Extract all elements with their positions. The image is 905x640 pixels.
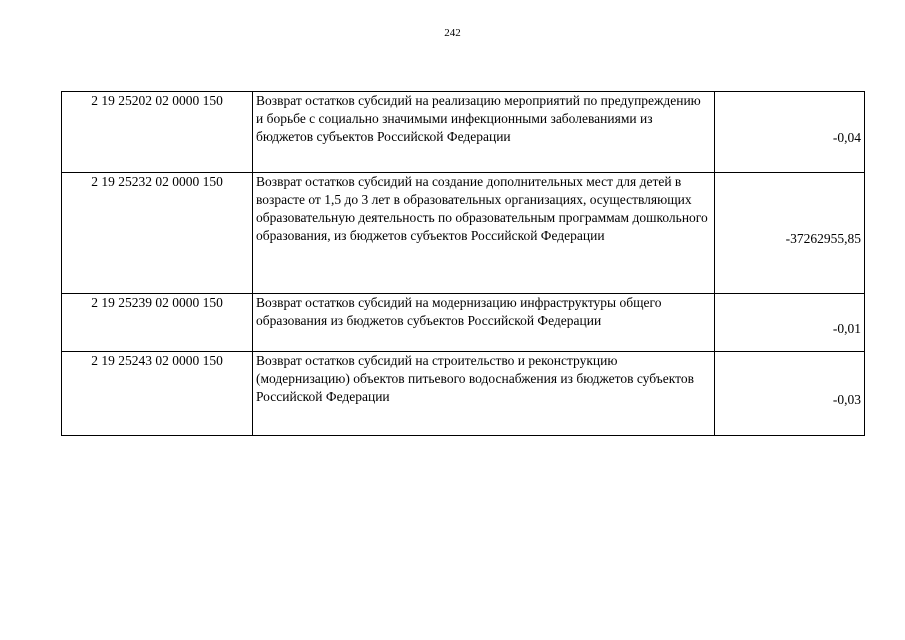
table-row: [62, 173, 865, 294]
description-cell: Возврат остатков субсидий на модернизацию инфраструктуры общего образования из бюджетов субъектов Российской Федерации: [253, 294, 715, 352]
budget-code-cell: 2 19 25232 02 0000 150: [62, 173, 253, 294]
amount-value: -0,03: [832, 391, 861, 407]
budget-code-cell: 2 19 25239 02 0000 150: [62, 294, 253, 352]
amount-cell: [715, 92, 865, 173]
budget-code-cell: 2 19 25243 02 0000 150: [62, 352, 253, 436]
table-row: [62, 352, 865, 436]
description-cell: Возврат остатков субсидий на реализацию мероприятий по предупреждению и борьбе с социально значимыми инфекционными заболеваниями из бюджетов субъектов Российской Федерации: [253, 92, 715, 173]
budget-table: [61, 91, 865, 436]
amount-cell: [715, 294, 865, 352]
amount-value: -37262955,85: [785, 231, 861, 246]
description-cell: Возврат остатков субсидий на строительство и реконструкцию (модернизацию) объектов питьевого водоснабжения из бюджетов субъектов Российской Федерации: [253, 352, 715, 436]
amount-cell: [715, 352, 865, 436]
description-cell: Возврат остатков субсидий на создание дополнительных мест для детей в возрасте от 1,5 до 3 лет в образовательных организациях, осуществляющих образовательную деятельность по образовательным программам дошкольного образования, из бюджетов субъектов Российской Федерации: [253, 173, 715, 294]
table-row: [62, 92, 865, 173]
amount-cell: [715, 173, 865, 294]
amount-value: -0,04: [832, 130, 861, 145]
amount-value: -0,01: [832, 320, 861, 336]
table-row: [62, 294, 865, 352]
budget-code-cell: 2 19 25202 02 0000 150: [62, 92, 253, 173]
page-number: 242: [444, 27, 461, 39]
